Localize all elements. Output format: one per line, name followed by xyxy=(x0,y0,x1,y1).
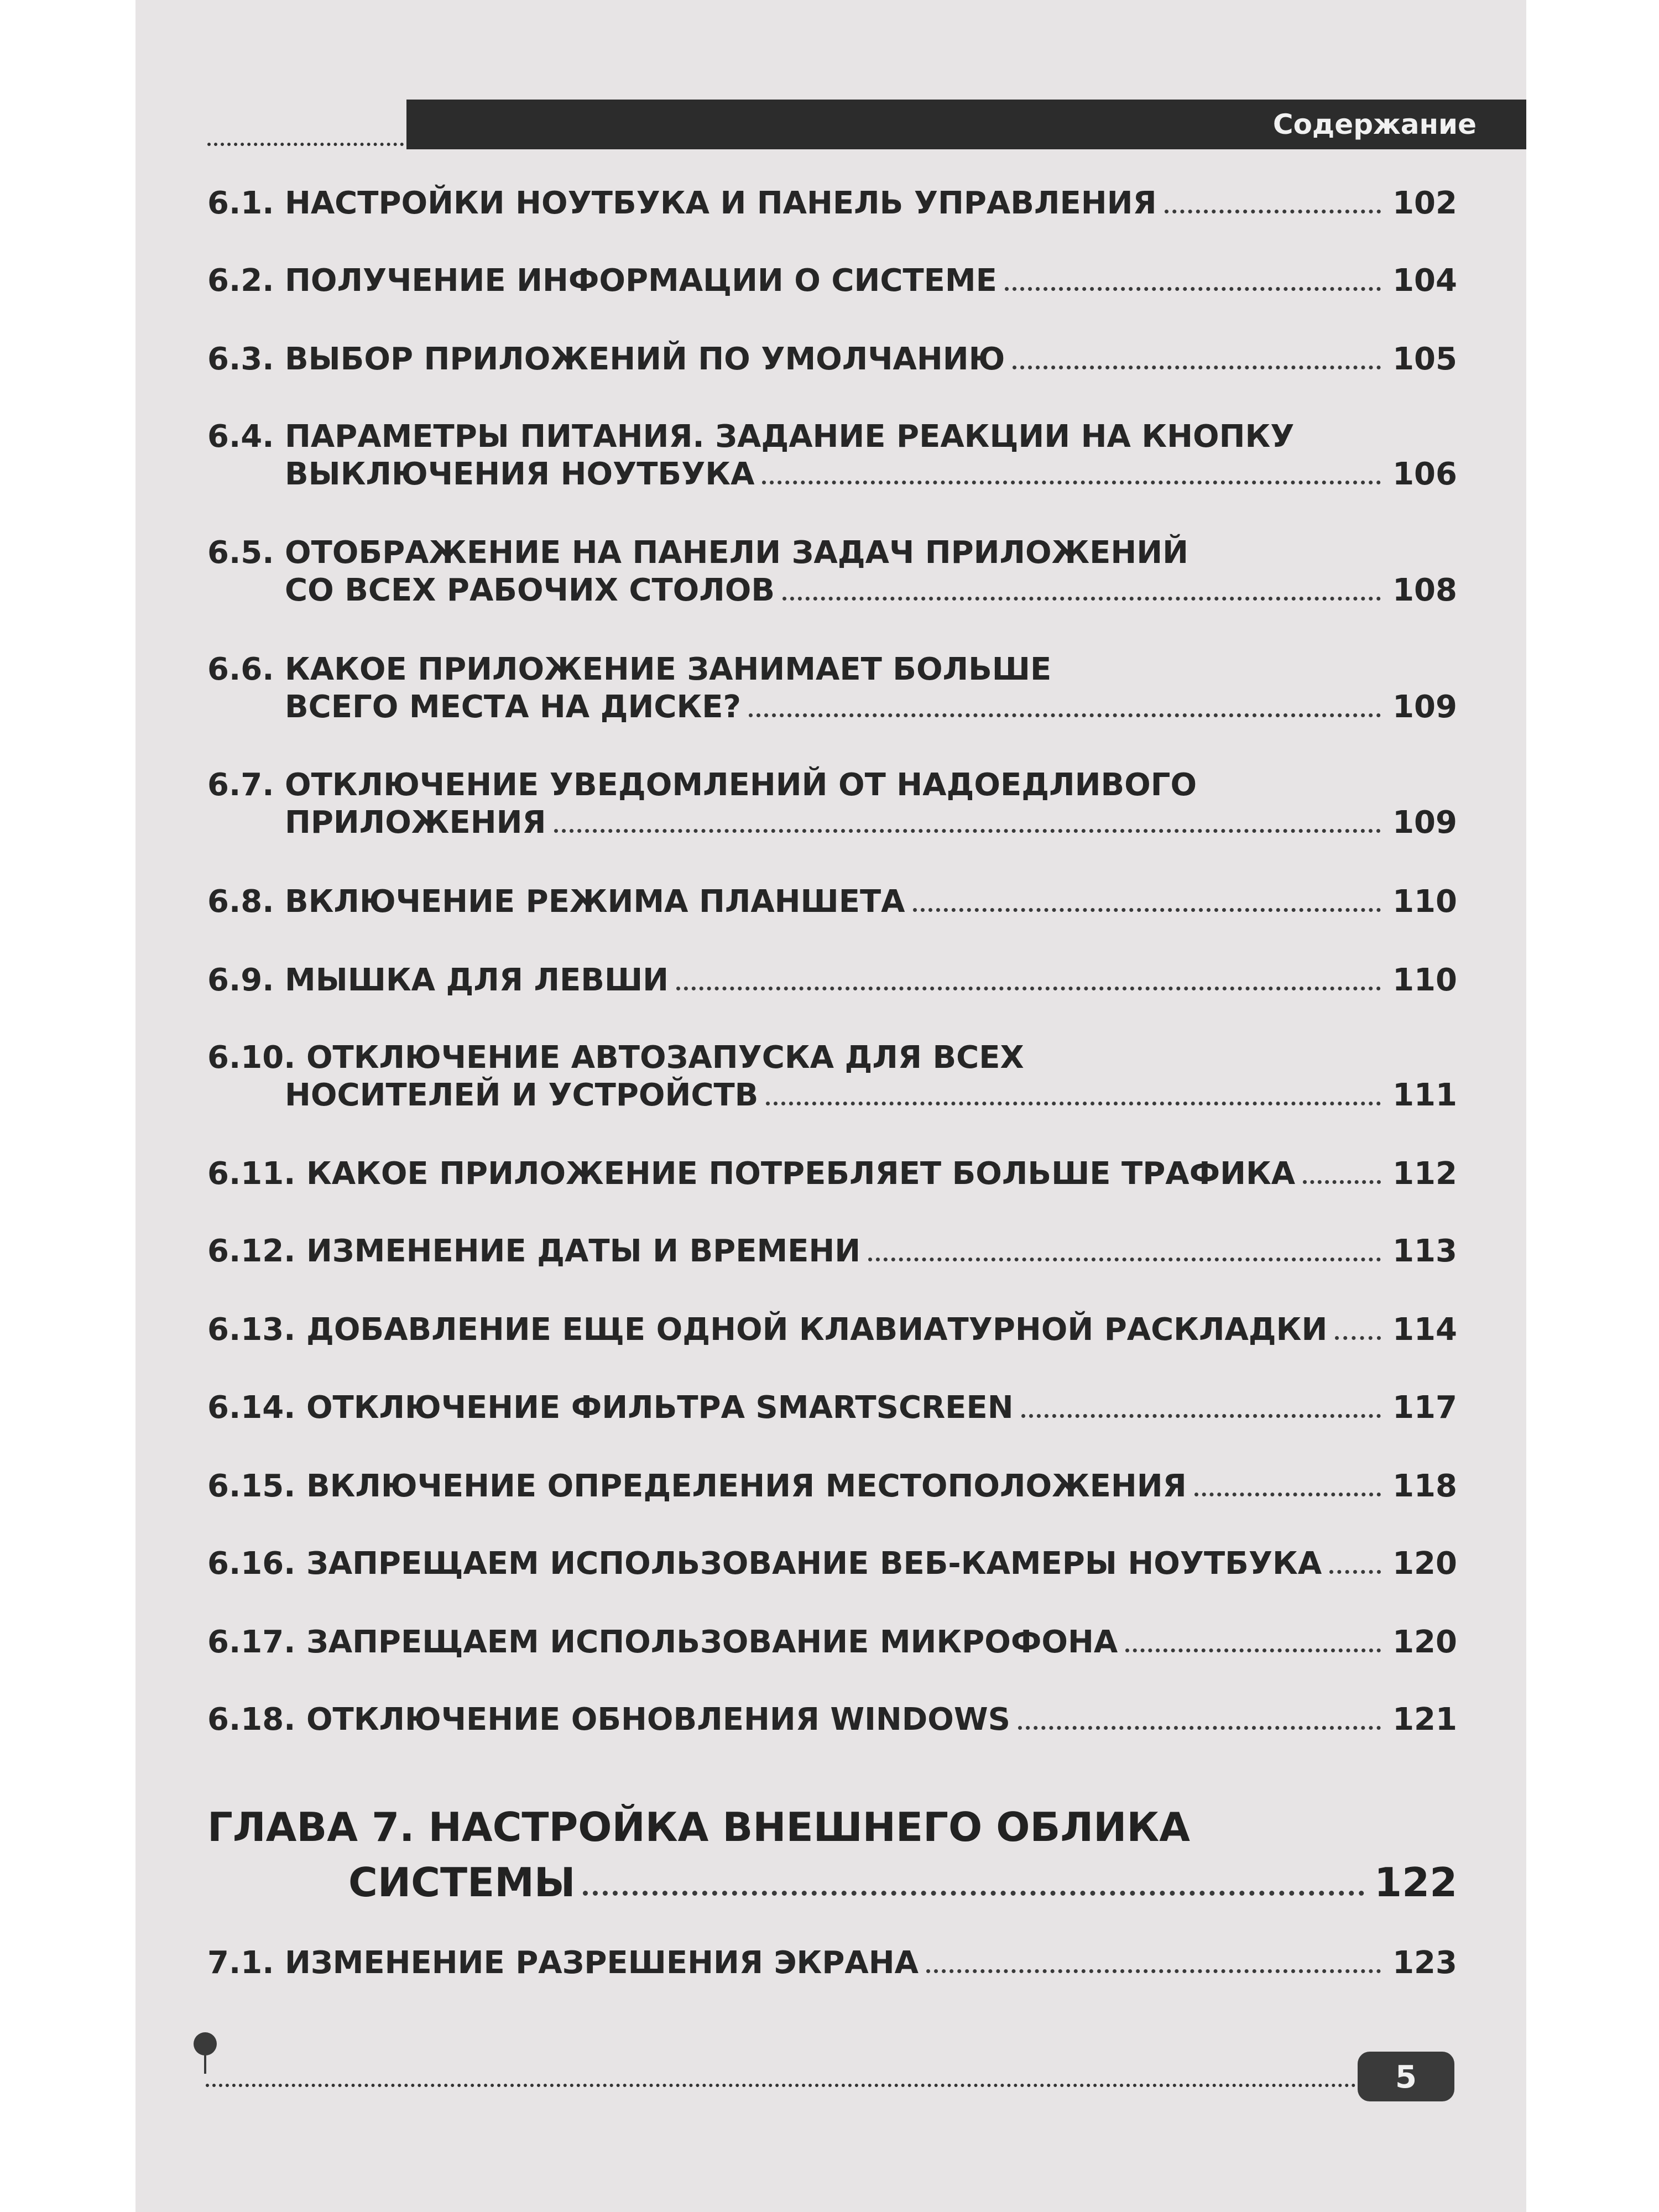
toc-entry-title: 6.11. КАКОЕ ПРИЛОЖЕНИЕ ПОТРЕБЛЯЕТ БОЛЬШЕ ТРАФИКА xyxy=(207,1156,1296,1192)
toc-entry-title: 6.9. МЫШКА ДЛЯ ЛЕВШИ xyxy=(207,962,669,998)
dot-leader xyxy=(1018,1726,1381,1730)
toc-entry-page: 110 xyxy=(1392,962,1457,998)
toc-entry-title: 6.12. ИЗМЕНЕНИЕ ДАТЫ И ВРЕМЕНИ xyxy=(207,1233,861,1269)
toc-entry-title-cont: НОСИТЕЛЕЙ И УСТРОЙСТВ xyxy=(285,1077,759,1113)
toc-entry-title: 6.15. ВКЛЮЧЕНИЕ ОПРЕДЕЛЕНИЯ МЕСТОПОЛОЖЕНИЯ xyxy=(207,1468,1187,1504)
dot-leader xyxy=(1329,1570,1381,1574)
toc-entry-page: 113 xyxy=(1392,1233,1457,1269)
toc-entry-page: 123 xyxy=(1392,1945,1457,1981)
toc-entry-page: 111 xyxy=(1392,1077,1457,1113)
toc-entry-title: 6.3. ВЫБОР ПРИЛОЖЕНИЙ ПО УМОЛЧАНИЮ xyxy=(207,341,1005,377)
dot-leader xyxy=(766,1102,1381,1105)
dot-leader xyxy=(676,987,1381,990)
toc-entry-title: 6.10. ОТКЛЮЧЕНИЕ АВТОЗАПУСКА ДЛЯ ВСЕХ xyxy=(207,1040,1024,1076)
toc-entry-page: 118 xyxy=(1392,1468,1457,1504)
section-title: Содержание xyxy=(1272,108,1477,140)
toc-entry-page: 110 xyxy=(1392,884,1457,920)
dot-leader xyxy=(868,1258,1381,1261)
chapter-page: 122 xyxy=(1374,1859,1458,1906)
toc-entry-title: 6.14. ОТКЛЮЧЕНИЕ ФИЛЬТРА SMARTSCREEN xyxy=(207,1390,1014,1426)
toc-entry-page: 104 xyxy=(1392,263,1457,299)
page-number: 5 xyxy=(1395,2059,1417,2095)
toc-entry-page: 105 xyxy=(1392,341,1457,377)
dot-leader xyxy=(913,908,1381,912)
table-of-contents xyxy=(207,0,1457,2212)
toc-entry-title-cont: ВЫКЛЮЧЕНИЯ НОУТБУКА xyxy=(285,456,755,492)
toc-entry-page: 109 xyxy=(1392,689,1457,725)
toc-entry-title: 6.7. ОТКЛЮЧЕНИЕ УВЕДОМЛЕНИЙ ОТ НАДОЕДЛИВОГО xyxy=(207,767,1197,803)
dot-leader xyxy=(1021,1414,1381,1418)
toc-entry-title: 6.1. НАСТРОЙКИ НОУТБУКА И ПАНЕЛЬ УПРАВЛЕНИЯ xyxy=(207,185,1157,221)
toc-entry-page: 109 xyxy=(1392,805,1457,841)
toc-entry-page: 108 xyxy=(1392,572,1457,608)
dot-leader xyxy=(782,597,1381,601)
dot-leader xyxy=(1335,1336,1381,1340)
toc-entry-title: 7.1. ИЗМЕНЕНИЕ РАЗРЕШЕНИЯ ЭКРАНА xyxy=(207,1945,919,1981)
toc-entry-page: 102 xyxy=(1392,185,1457,221)
toc-entry-page: 120 xyxy=(1392,1546,1457,1582)
toc-entry-title: 6.4. ПАРАМЕТРЫ ПИТАНИЯ. ЗАДАНИЕ РЕАКЦИИ НА КНОПКУ xyxy=(207,419,1295,455)
toc-entry-title: 6.18. ОТКЛЮЧЕНИЕ ОБНОВЛЕНИЯ WINDOWS xyxy=(207,1702,1010,1738)
toc-entry-page: 117 xyxy=(1392,1390,1457,1426)
toc-entry-title-cont: ПРИЛОЖЕНИЯ xyxy=(285,805,546,841)
toc-entry-title-cont: ВСЕГО МЕСТА НА ДИСКЕ? xyxy=(285,689,741,725)
dot-leader xyxy=(1125,1648,1381,1652)
toc-entry-page: 112 xyxy=(1392,1156,1457,1192)
toc-entry-title: 6.16. ЗАПРЕЩАЕМ ИСПОЛЬЗОВАНИЕ ВЕБ-КАМЕРЫ НОУТБУКА xyxy=(207,1546,1322,1582)
dot-leader xyxy=(1005,287,1381,291)
footer-dotted-rule xyxy=(206,2084,1356,2087)
toc-entry-page: 106 xyxy=(1392,456,1457,492)
page-number-badge xyxy=(1358,2052,1454,2101)
footer-bullet-stem xyxy=(204,2049,206,2074)
dot-leader xyxy=(1194,1493,1381,1496)
dot-leader xyxy=(926,1969,1381,1973)
toc-entry-page: 120 xyxy=(1392,1624,1457,1660)
chapter-title-cont: СИСТЕМЫ xyxy=(348,1859,576,1906)
toc-entry-title-cont: СО ВСЕХ РАБОЧИХ СТОЛОВ xyxy=(285,572,775,608)
dot-leader xyxy=(1013,366,1381,369)
toc-entry-title: 6.6. КАКОЕ ПРИЛОЖЕНИЕ ЗАНИМАЕТ БОЛЬШЕ xyxy=(207,651,1052,687)
toc-entry-title: 6.2. ПОЛУЧЕНИЕ ИНФОРМАЦИИ О СИСТЕМЕ xyxy=(207,263,997,299)
dot-leader xyxy=(762,481,1381,484)
dot-leader xyxy=(554,829,1381,833)
dot-leader xyxy=(583,1891,1364,1896)
toc-entry-page: 114 xyxy=(1392,1312,1457,1348)
dot-leader xyxy=(1165,210,1381,213)
toc-entry-page: 121 xyxy=(1392,1702,1457,1738)
toc-entry-title: 6.8. ВКЛЮЧЕНИЕ РЕЖИМА ПЛАНШЕТА xyxy=(207,884,905,920)
dot-leader xyxy=(1303,1180,1381,1184)
chapter-title: ГЛАВА 7. НАСТРОЙКА ВНЕШНЕГО ОБЛИКА xyxy=(207,1804,1190,1850)
toc-entry-title: 6.13. ДОБАВЛЕНИЕ ЕЩЕ ОДНОЙ КЛАВИАТУРНОЙ РАСКЛАДКИ xyxy=(207,1312,1328,1348)
toc-entry-title: 6.5. ОТОБРАЖЕНИЕ НА ПАНЕЛИ ЗАДАЧ ПРИЛОЖЕНИЙ xyxy=(207,535,1189,571)
toc-entry-title: 6.17. ЗАПРЕЩАЕМ ИСПОЛЬЗОВАНИЕ МИКРОФОНА xyxy=(207,1624,1118,1660)
dot-leader xyxy=(749,713,1381,717)
